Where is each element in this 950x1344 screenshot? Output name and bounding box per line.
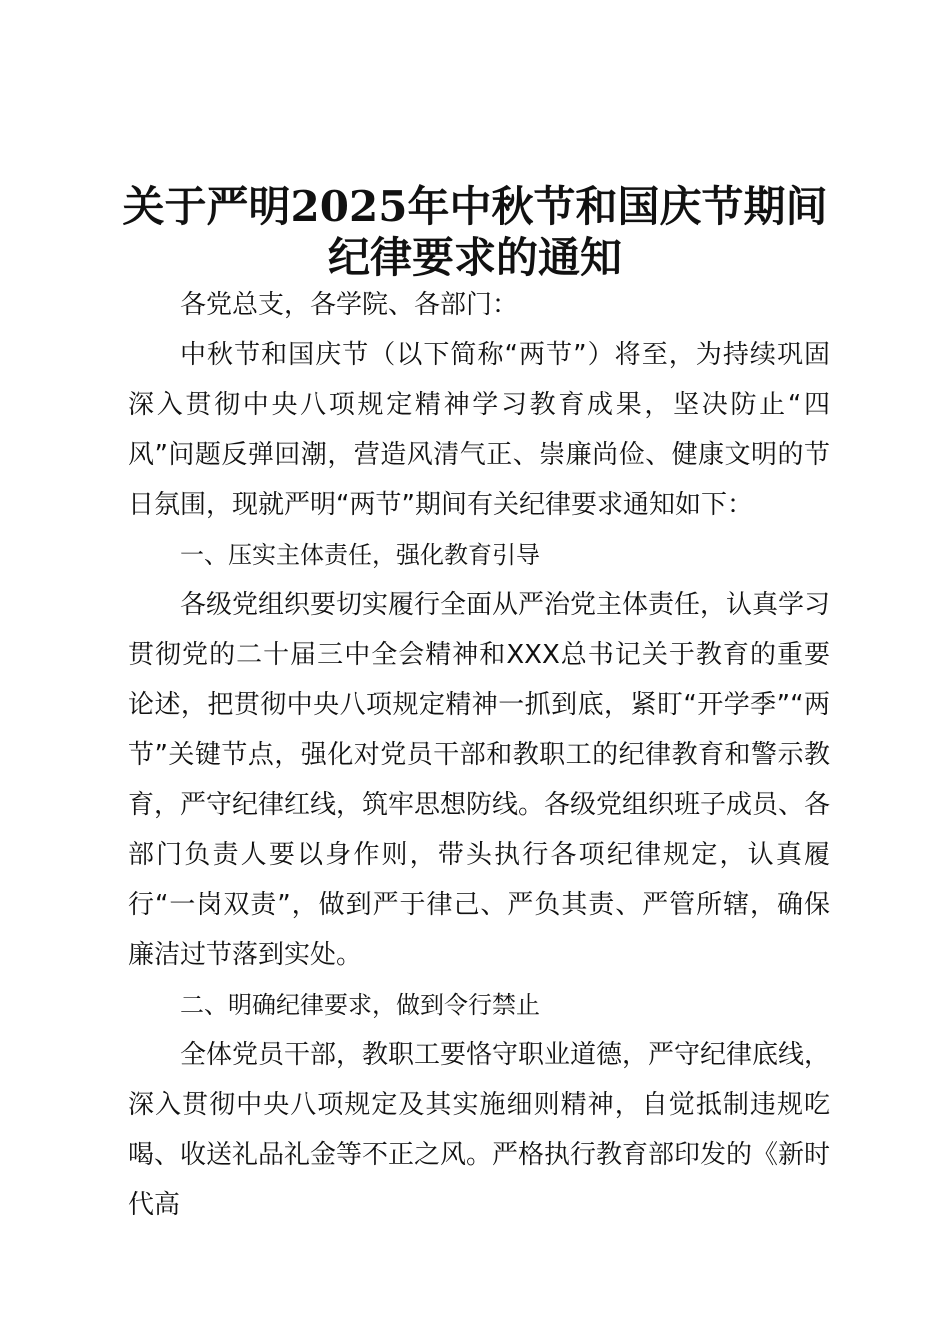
section-2-paragraph: 全体党员干部，教职工要恪守职业道德，严守纪律底线，深入贯彻中央八项规定及其实施细则精神，自觉抵制违规吃喝、收送礼品礼金等不正之风。严格执行教育部印发的《新时代高 — [128, 1040, 831, 1220]
section-2-heading: 二、明确纪律要求，做到令行禁止 — [180, 991, 540, 1019]
document-body — [128, 280, 830, 1230]
section-1-heading: 一、压实主体责任，强化教育引导 — [180, 541, 540, 569]
document-title-line-2: 纪律要求的通知 — [327, 233, 622, 282]
salutation: 各党总支，各学院、各部门： — [180, 290, 519, 320]
intro-paragraph: 中秋节和国庆节（以下简称“两节”）将至，为持续巩固深入贯彻中央八项规定精神学习教育成果，坚决防止“四风”问题反弹回潮，营造风清气正、崇廉尚俭、健康文明的节日氛围，现就严明“两节”期间有关纪律要求通知如下： — [128, 340, 830, 520]
section-1-paragraph: 各级党组织要切实履行全面从严治党主体责任，认真学习贯彻党的二十届三中全会精神和XXX总书记关于教育的重要论述，把贯彻中央八项规定精神一抓到底，紧盯“开学季”“两节”关键节点，强化对党员干部和教职工的纪律教育和警示教育，严守纪律红线，筑牢思想防线。各级党组织班子成员、各部门负责人要以身作则，带头执行各项纪律规定，认真履行“一岗双责”，做到严于律己、严负其责、严管所辖，确保廉洁过节落到实处。 — [128, 590, 831, 970]
document-title-line-1: 关于严明2025年中秋节和国庆节期间 — [122, 182, 828, 231]
